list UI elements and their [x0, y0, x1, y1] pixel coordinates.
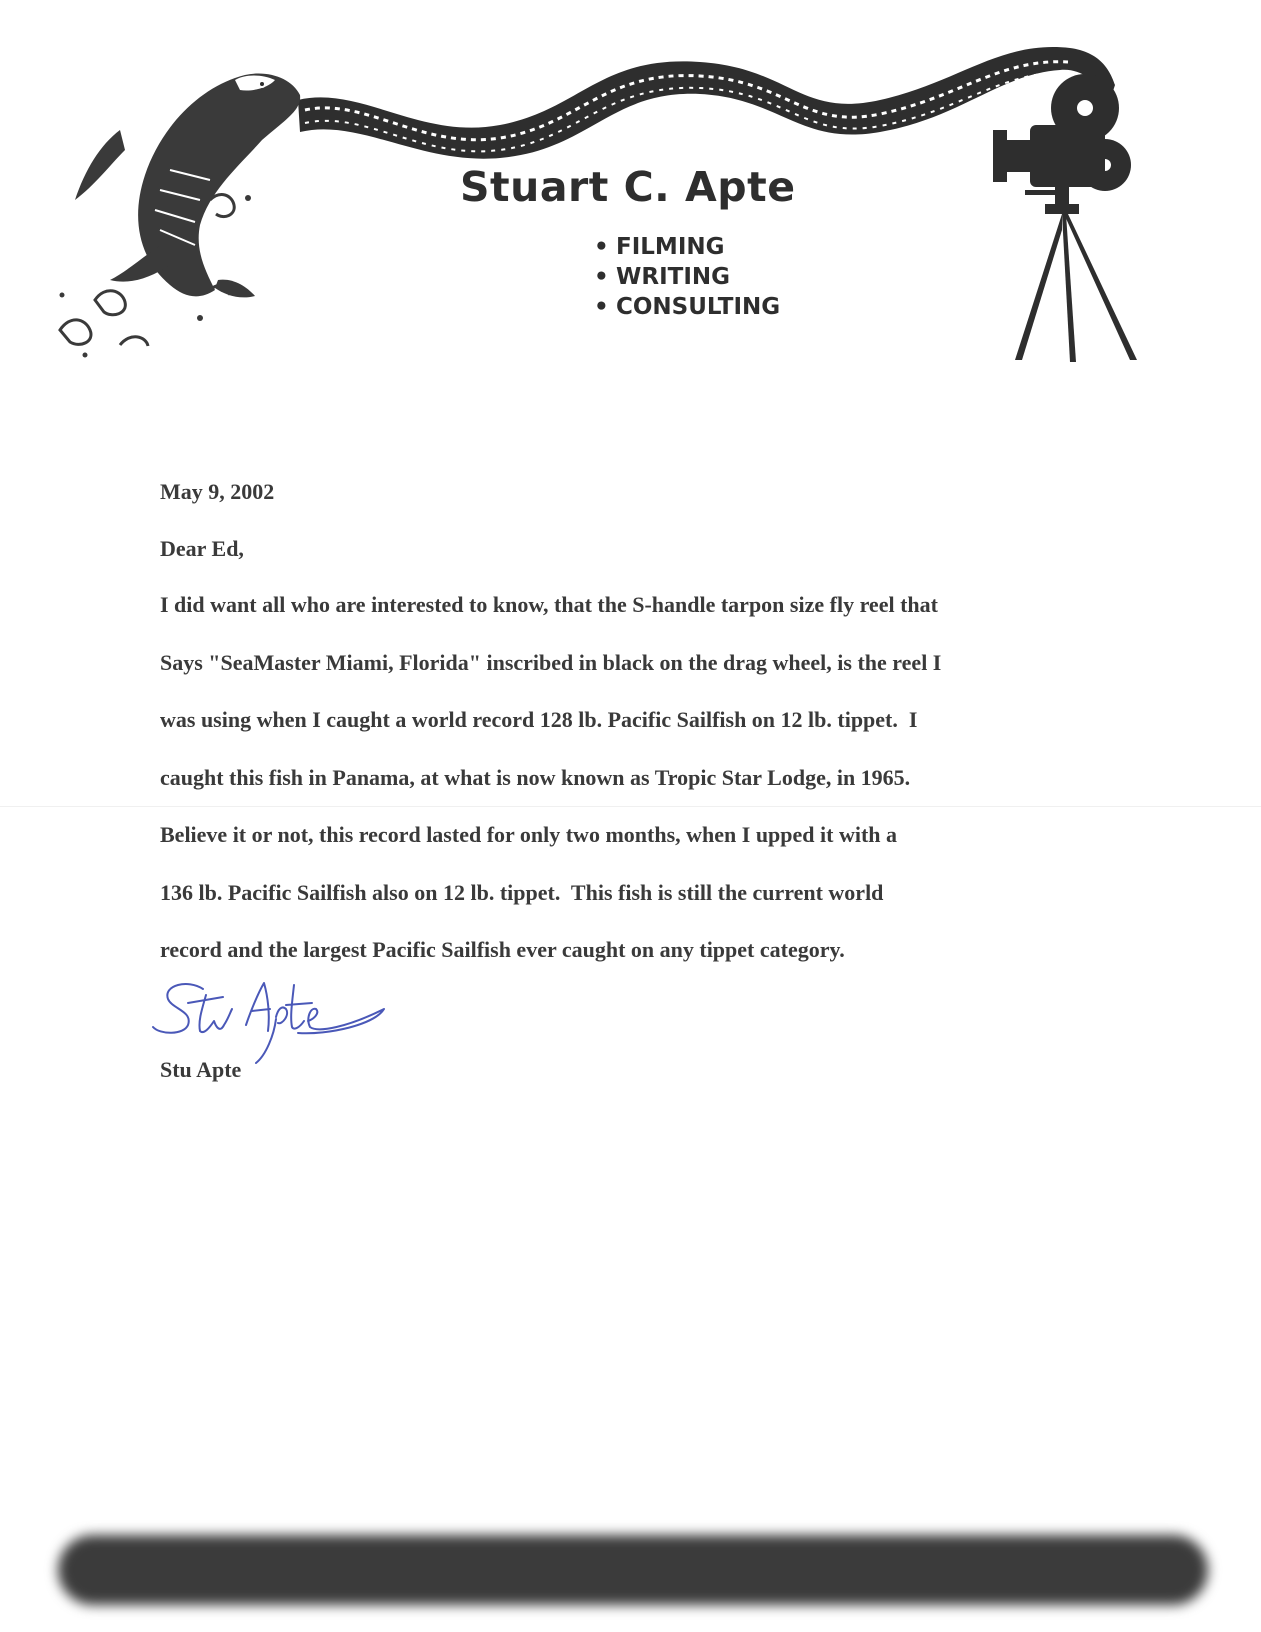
body-line: record and the largest Pacific Sailfish ever caught on any tippet category. — [160, 937, 845, 962]
body-line: Believe it or not, this record lasted for only two months, when I upped it with a — [160, 822, 898, 847]
paper-fold-line — [0, 806, 1261, 807]
company-name: Stuart C. Apte — [460, 163, 796, 211]
service-label: WRITING — [616, 264, 731, 290]
services-list — [594, 232, 780, 322]
service-label: FILMING — [616, 234, 725, 260]
redaction-bar — [58, 1535, 1208, 1605]
body-line: caught this fish in Panama, at what is now known as Tropic Star Lodge, in 1965. — [160, 764, 911, 790]
service-filming — [594, 232, 780, 262]
movie-camera-icon — [993, 74, 1137, 362]
body-line: was using when I caught a world record 128 lb. Pacific Sailfish on 12 lb. tippet. I — [160, 707, 918, 732]
body-line: I did want all who are interested to know, that the S-handle tarpon size fly reel that — [160, 592, 938, 617]
bullet-icon: • — [594, 294, 609, 320]
letter-date: May 9, 2002 — [160, 479, 275, 504]
film-strip-icon — [298, 47, 1115, 159]
service-writing — [594, 262, 780, 292]
bullet-icon: • — [594, 264, 609, 290]
handwritten-signature — [148, 975, 398, 1065]
letter-body — [160, 592, 1060, 995]
leaping-tarpon-icon — [60, 73, 301, 357]
service-label: CONSULTING — [616, 294, 781, 320]
body-line: 136 lb. Pacific Sailfish also on 12 lb. tippet. This fish is still the current world — [160, 879, 884, 905]
bullet-icon: • — [594, 234, 609, 260]
service-consulting — [594, 292, 780, 322]
salutation: Dear Ed, — [160, 536, 244, 561]
body-line: Says "SeaMaster Miami, Florida" inscribed in black on the drag wheel, is the reel I — [160, 649, 942, 675]
signer-name: Stu Apte — [160, 1057, 242, 1082]
